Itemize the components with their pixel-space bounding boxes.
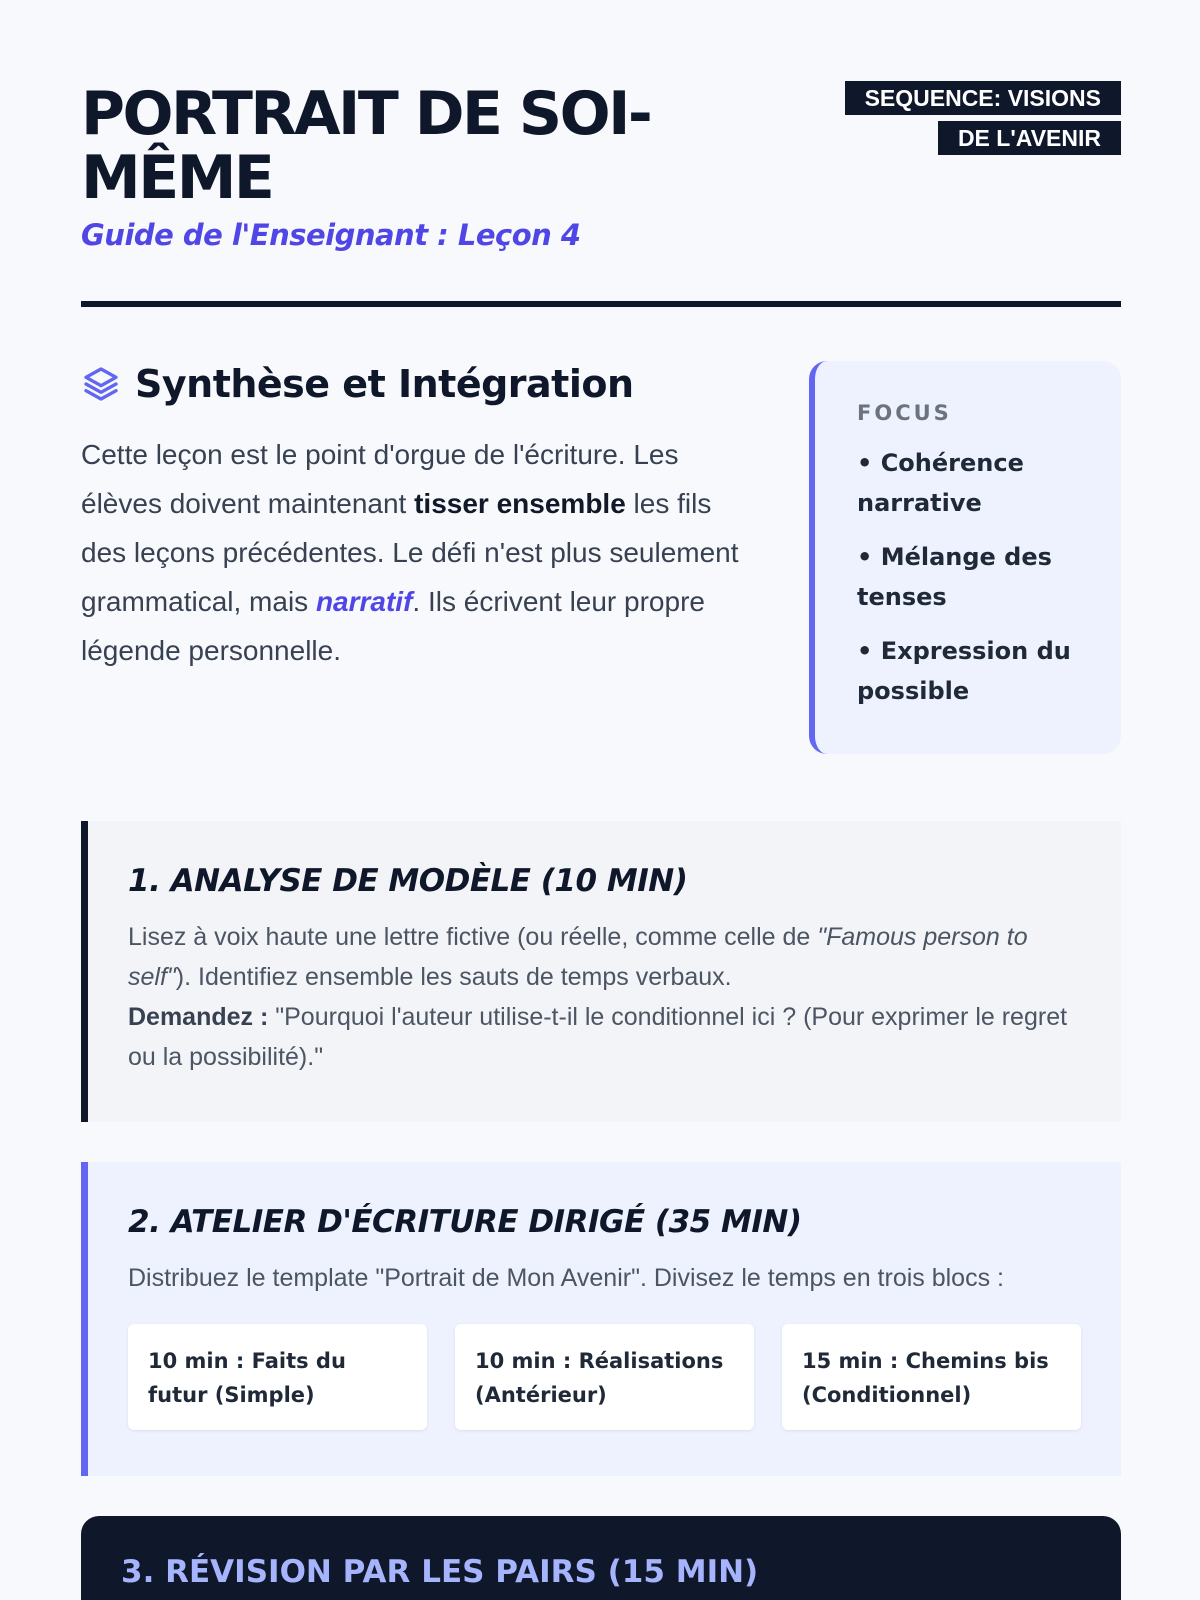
- focus-item: • Mélange des tenses: [857, 543, 1052, 611]
- step1-ask-text: "Pourquoi l'auteur utilise-t-il le conditionnel ici ? (Pour exprimer le regret ou la possibilité).": [128, 1003, 1068, 1071]
- page-subtitle: Guide de l'Enseignant : Leçon 4: [81, 218, 581, 252]
- focus-item: • Expression du possible: [857, 637, 1071, 705]
- synthese-title: Synthèse et Intégration: [135, 362, 634, 406]
- focus-list: [857, 443, 1097, 711]
- synthese-bold-text: tisser ensemble: [414, 488, 626, 519]
- sequence-badge: [831, 78, 1121, 158]
- header-divider: [81, 301, 1121, 307]
- step-revision-pairs: [81, 1516, 1121, 1600]
- time-block: 10 min : Faits du futur (Simple): [128, 1324, 427, 1430]
- step2-body: Distribuez le template "Portrait de Mon Avenir". Divisez le temps en trois blocs :: [128, 1264, 1004, 1292]
- synthese-emphasis-text: narratif: [315, 586, 413, 617]
- focus-item: • Cohérence narrative: [857, 449, 1024, 517]
- synthese-text-1: Cette leçon est le point d'orgue de l'écriture. Les élèves doivent maintenant: [81, 439, 679, 519]
- page-header: [81, 79, 1121, 302]
- layers-icon: [81, 364, 121, 404]
- synthese-heading: [81, 362, 761, 406]
- step1-text-2: ). Identifiez ensemble les sauts de temps verbaux.: [175, 963, 732, 991]
- step1-text-1: Lisez à voix haute une lettre fictive (ou réelle, comme celle de: [128, 923, 818, 951]
- step2-title: 2. ATELIER D'ÉCRITURE DIRIGÉ (35 MIN): [128, 1204, 802, 1240]
- synthese-section: [81, 362, 761, 675]
- sequence-badge-text: SEQUENCE: VISIONS DE L'AVENIR: [845, 81, 1121, 155]
- step-atelier-ecriture: [81, 1162, 1121, 1476]
- focus-label: FOCUS: [857, 401, 952, 425]
- step1-italic-text: "Famous person to self": [128, 923, 1028, 991]
- time-block: 10 min : Réalisations (Antérieur): [455, 1324, 754, 1430]
- synthese-text-3: . Ils écrivent leur propre légende personnelle.: [81, 586, 705, 666]
- time-block: 15 min : Chemins bis (Conditionnel): [782, 1324, 1081, 1430]
- synthese-paragraph: [81, 430, 761, 675]
- step3-title: 3. RÉVISION PAR LES PAIRS (15 MIN): [121, 1554, 759, 1590]
- step-analyse-modele: [81, 821, 1121, 1122]
- step1-title: 1. ANALYSE DE MODÈLE (10 MIN): [128, 863, 688, 899]
- synthese-text-2: les fils des leçons précédentes. Le défi n'est plus seulement grammatical, mais: [81, 488, 739, 617]
- step1-ask-label: Demandez :: [128, 1003, 269, 1031]
- page-title: PORTRAIT DE SOI-MÊME: [81, 79, 651, 213]
- time-blocks: [128, 1324, 1081, 1430]
- focus-panel: [809, 361, 1121, 754]
- step1-body: [128, 917, 1081, 1077]
